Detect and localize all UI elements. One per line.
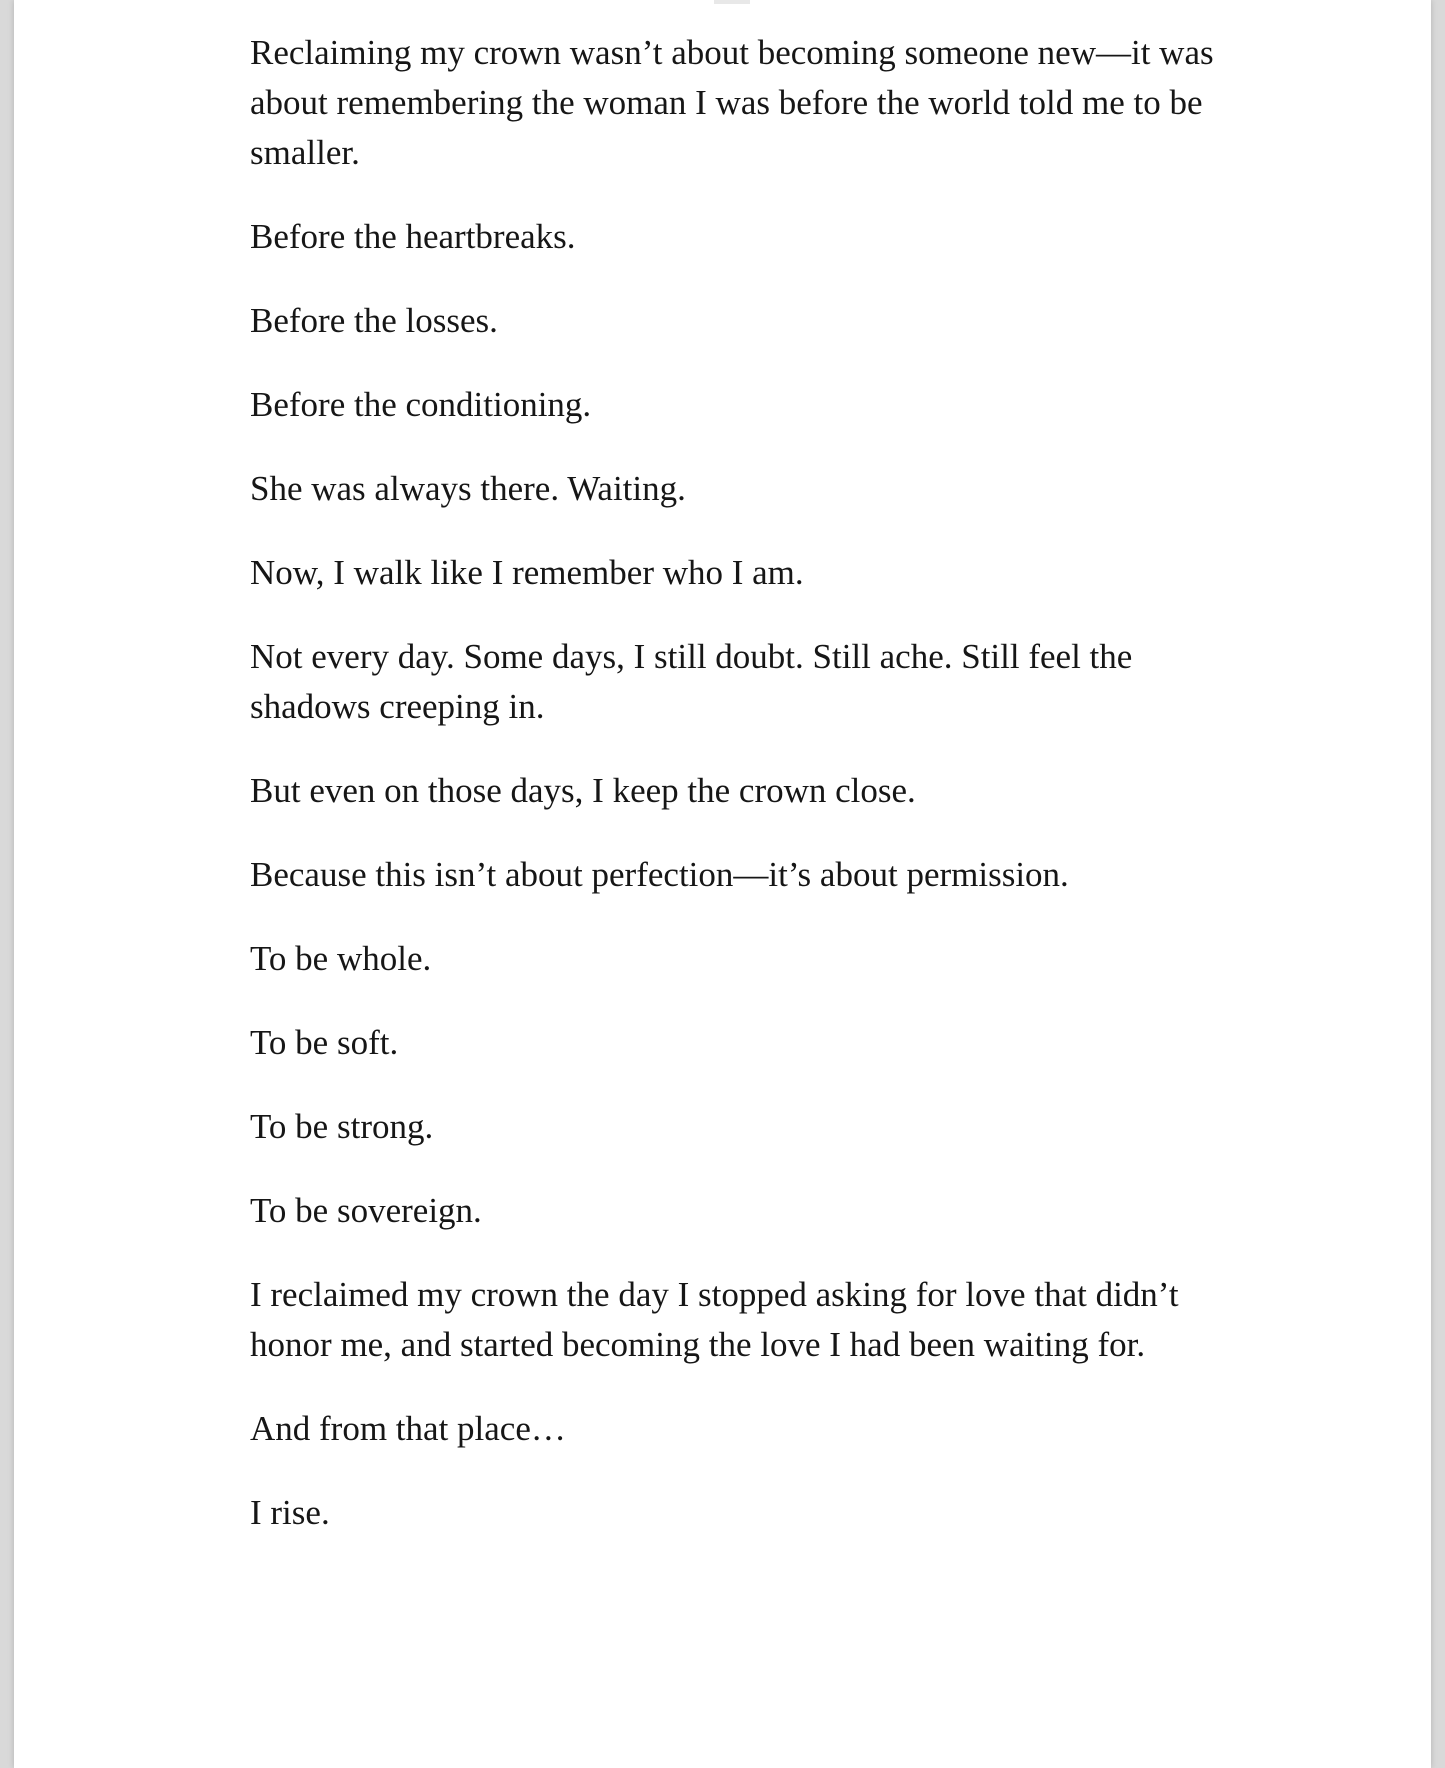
- paragraph-4: Before the conditioning.: [250, 385, 592, 424]
- paragraph-5: She was always there. Waiting.: [250, 469, 686, 508]
- paragraph-2: Before the heartbreaks.: [250, 217, 576, 256]
- paragraph-14: I reclaimed my crown the day I stopped asking for love that didn’t honor me, and started becoming the love I had been waiting for.: [250, 1275, 1179, 1364]
- paragraph-11: To be soft.: [250, 1023, 399, 1062]
- paragraph-15: And from that place…: [250, 1409, 566, 1448]
- paragraph-1: Reclaiming my crown wasn’t about becoming someone new—it was about remembering the woman I was before the world told me to be smaller.: [250, 33, 1214, 172]
- paragraph-3: Before the losses.: [250, 301, 498, 340]
- paragraph-10: To be whole.: [250, 939, 432, 978]
- document-page: [14, 0, 1431, 1768]
- paragraph-8: But even on those days, I keep the crown close.: [250, 771, 916, 810]
- document-body: [250, 28, 1250, 1572]
- paragraph-6: Now, I walk like I remember who I am.: [250, 553, 804, 592]
- paragraph-7: Not every day. Some days, I still doubt. Still ache. Still feel the shadows creeping in.: [250, 637, 1133, 726]
- paragraph-16: I rise.: [250, 1493, 330, 1532]
- paragraph-13: To be sovereign.: [250, 1191, 482, 1230]
- paragraph-9: Because this isn’t about perfection—it’s about permission.: [250, 855, 1069, 894]
- paragraph-12: To be strong.: [250, 1107, 434, 1146]
- page-top-mark: [714, 0, 750, 4]
